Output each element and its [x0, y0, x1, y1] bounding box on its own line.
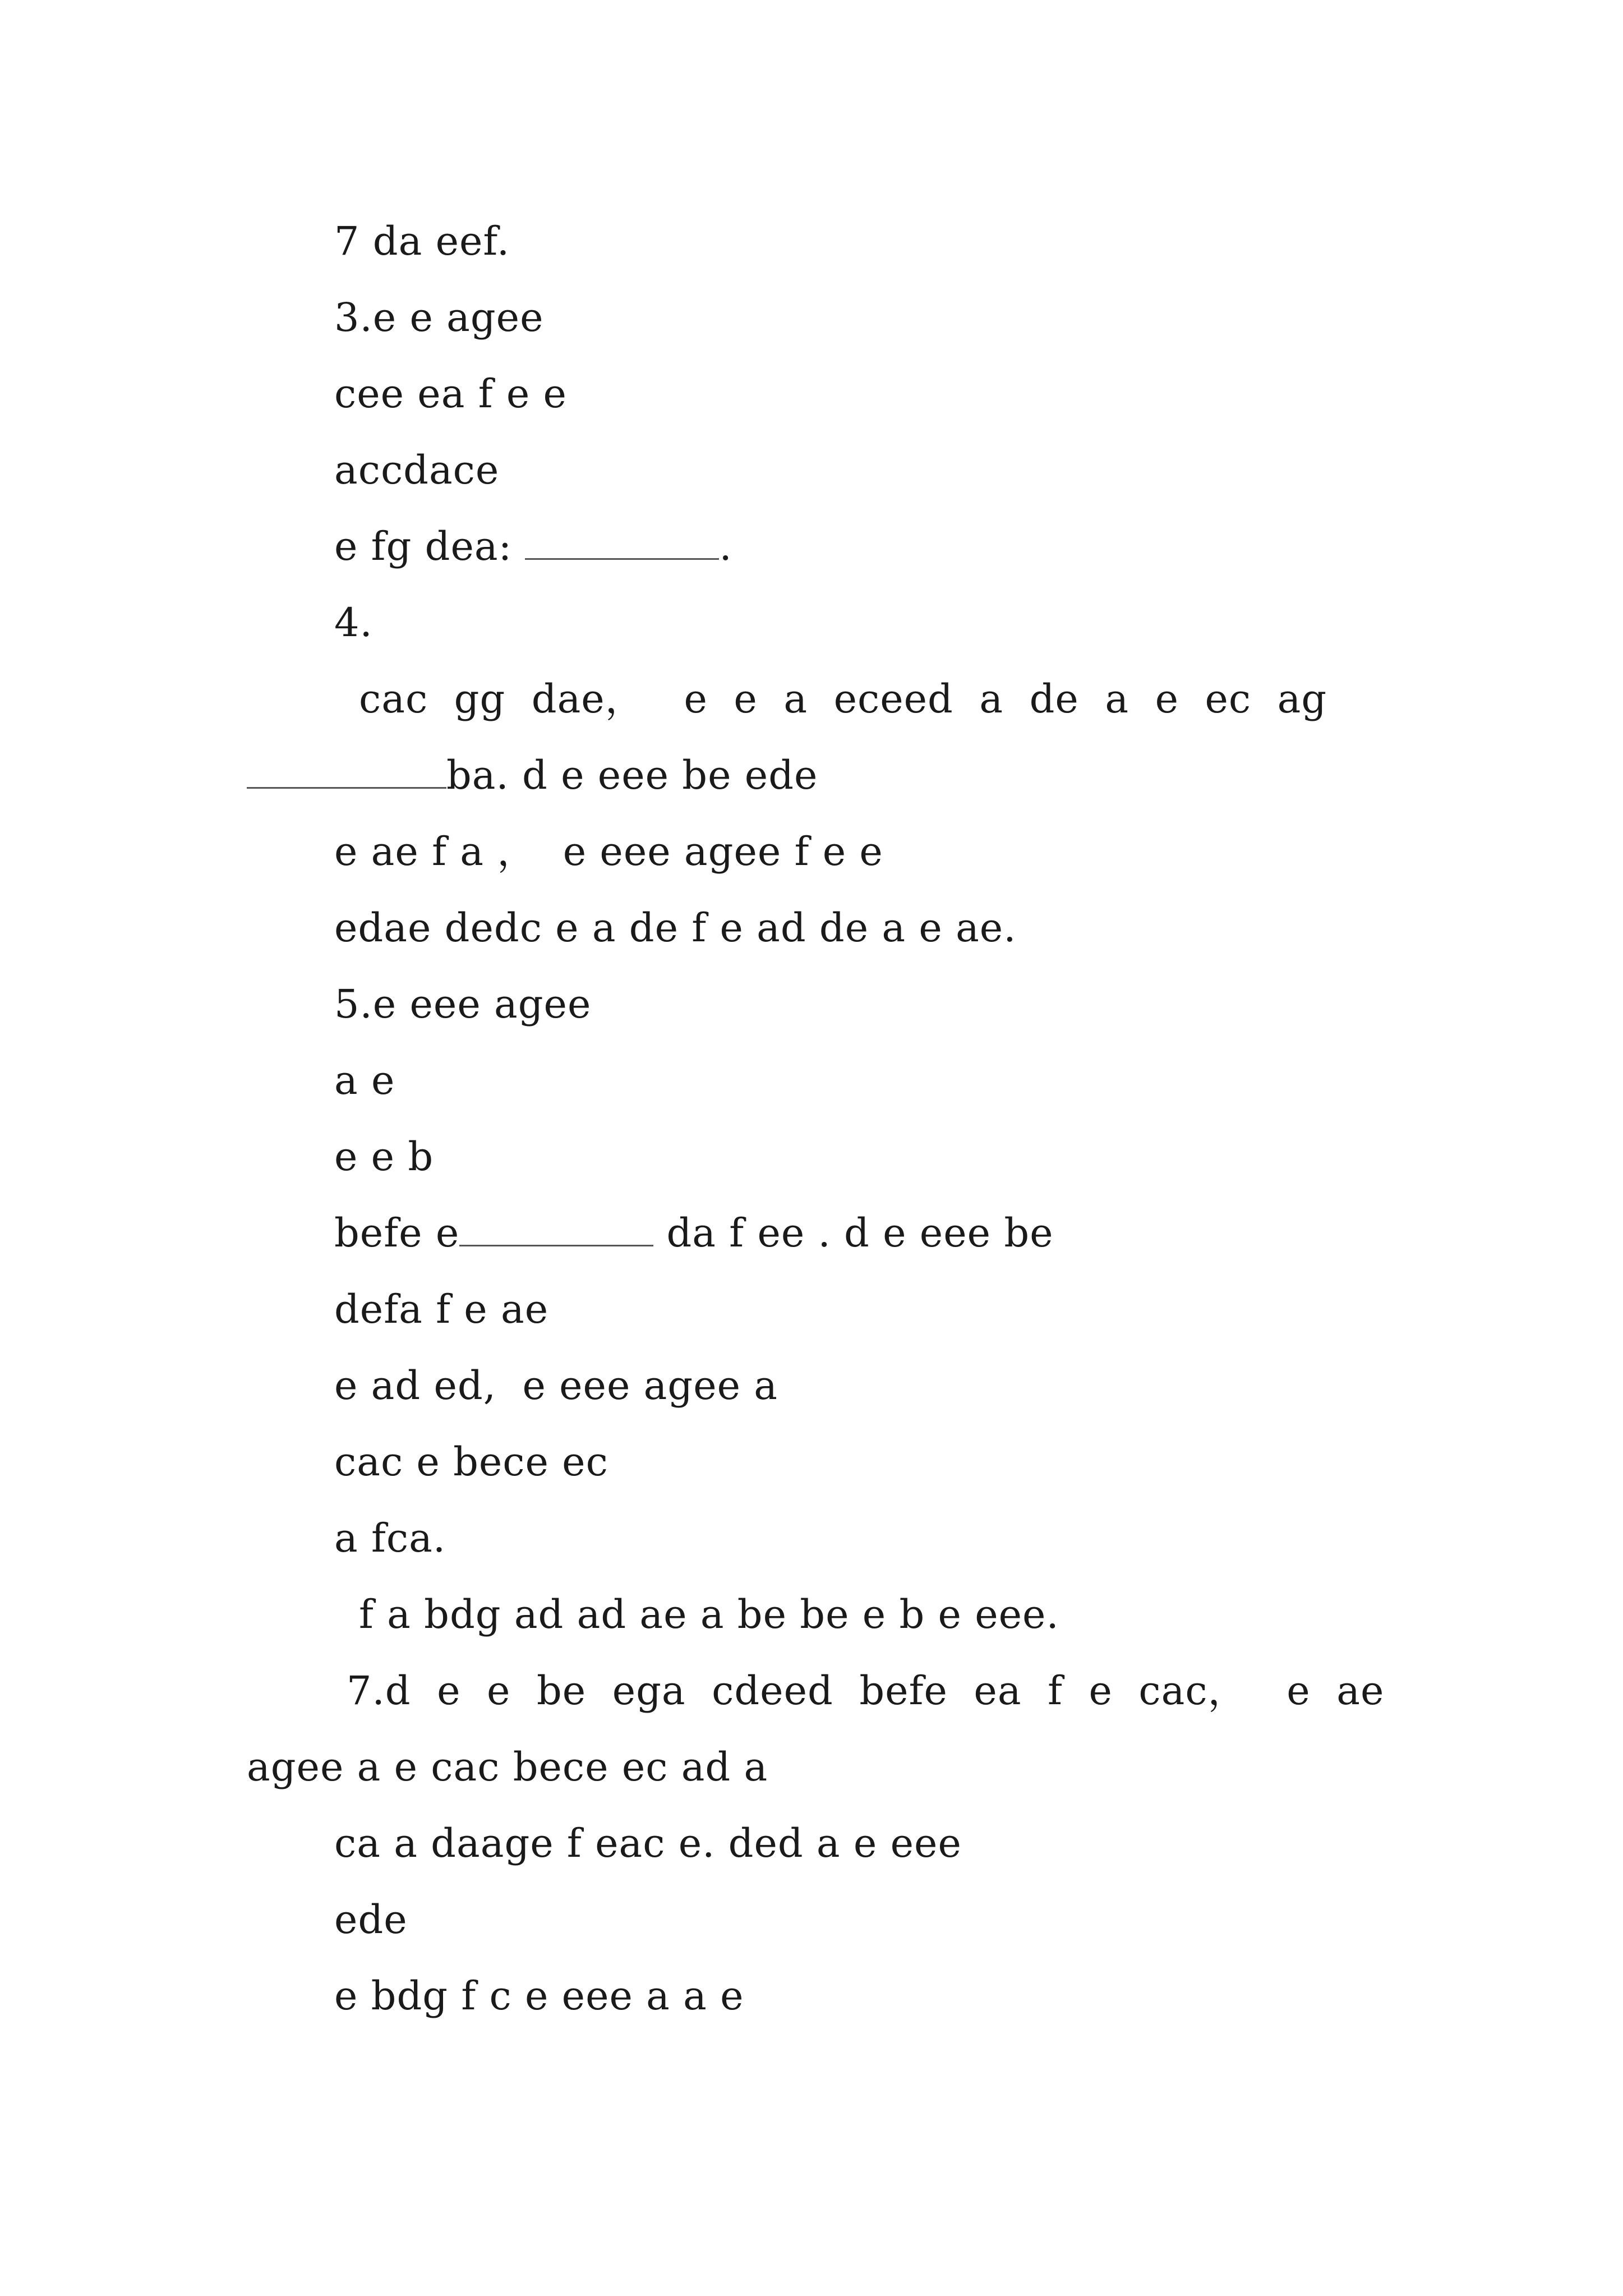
text-line: cac e bece ec [334, 1439, 608, 1485]
text-line: e e b [334, 1134, 434, 1180]
text-line: ca a daage f eac e. ded a e eee [334, 1820, 962, 1866]
text-line: cac gg dae， e e a eceed a de a e ec ag [359, 676, 1327, 722]
text-line: ede [334, 1897, 408, 1943]
section-number-line: 7.d e e be ega cdeed befe ea f e cac， e ae [347, 1668, 1385, 1714]
text-line: a e [334, 1057, 395, 1103]
section-number: 4. [334, 600, 373, 646]
text-line: e ad ed, e eee agee a [334, 1363, 778, 1409]
text-line: 7 da eef. [334, 218, 510, 264]
fill-in-blank [525, 521, 719, 560]
text-line-with-blank: ba. d e eee be ede [247, 747, 818, 803]
text-line: a fca. [334, 1515, 446, 1561]
text-line: e bdg f c e eee a a e [334, 1973, 744, 2019]
text-line: 3.e e agee [334, 295, 544, 341]
text-line: agee a e cac bece ec ad a [247, 1744, 768, 1790]
text-line: accdace [334, 447, 500, 493]
fill-in-blank [459, 1208, 653, 1246]
text-line-with-blank: befe e da f ee . d e eee be [334, 1205, 1054, 1261]
fill-in-blank [247, 750, 446, 789]
text-line: edae dedc e a de f e ad de a e ae. [334, 905, 1017, 951]
text-line: defa f e ae [334, 1286, 549, 1332]
text-line-with-blank: e fg dea: . [334, 518, 732, 574]
section-number: 5.e eee agee [334, 981, 592, 1027]
text-line: cee ea f e e [334, 371, 567, 417]
text-line: f a bdg ad ad ae a be be e b e eee. [359, 1591, 1059, 1637]
text-line: e ae f a ， e eee agee f e e [334, 829, 883, 875]
